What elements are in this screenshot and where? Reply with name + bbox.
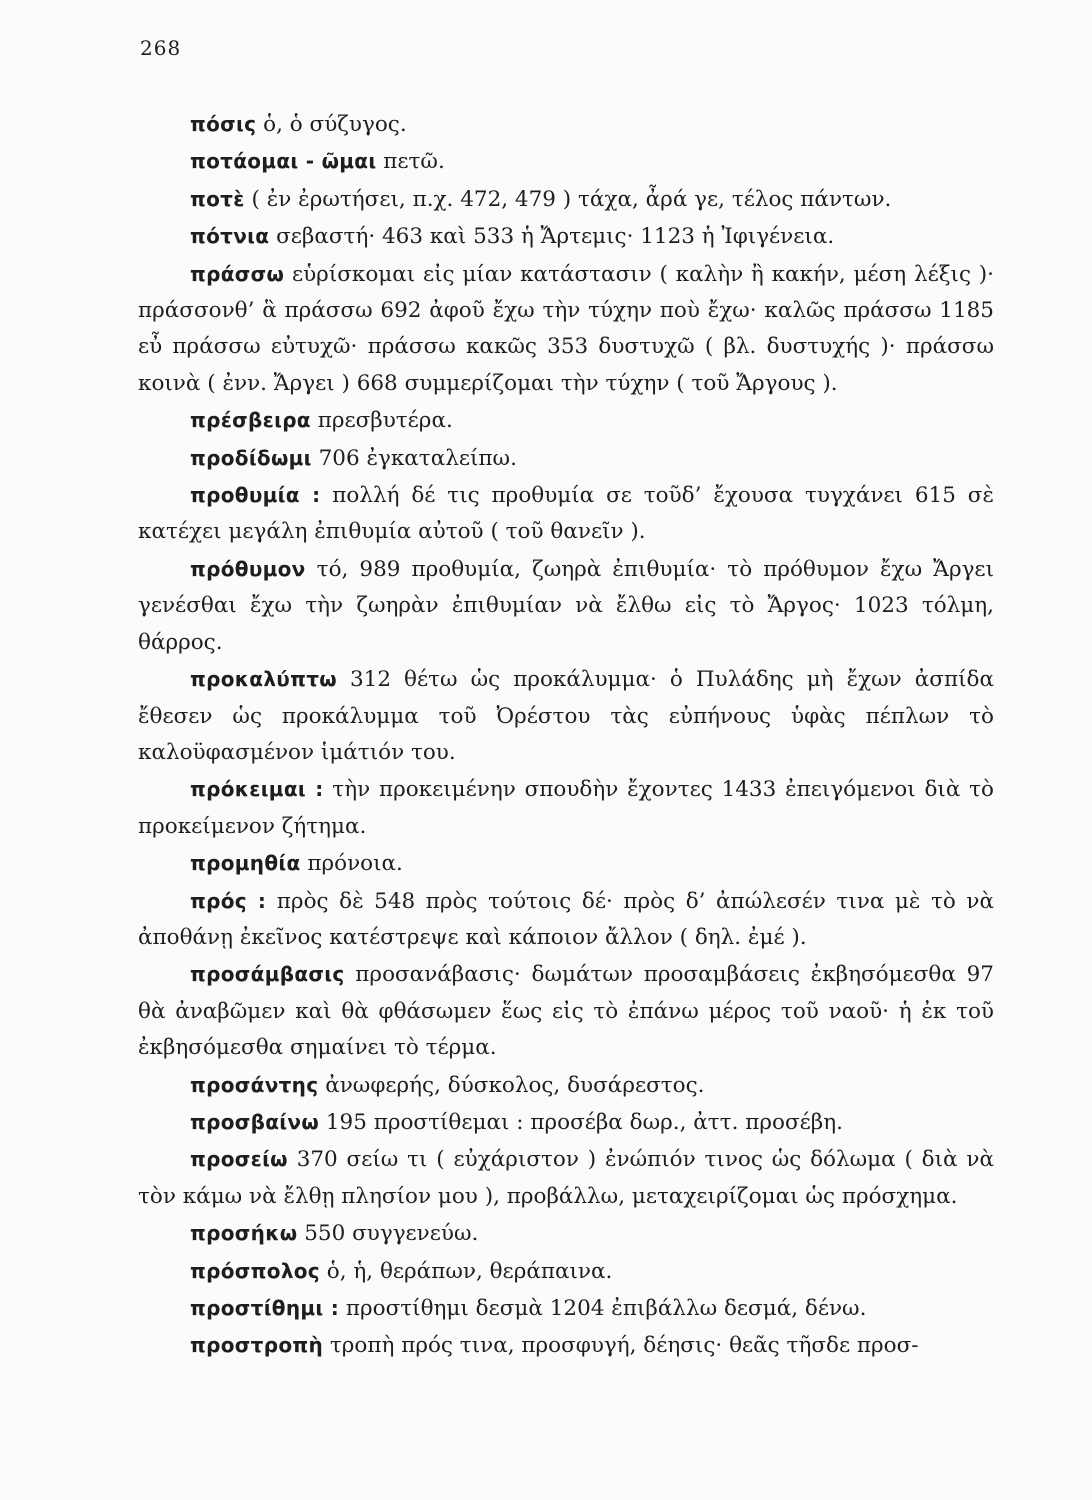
dictionary-entries [138, 106, 994, 1365]
entry [138, 218, 994, 255]
headword: προδίδωμι [190, 445, 312, 470]
headword: προστροπὴ [190, 1333, 324, 1358]
definition: τροπὴ πρός τινα, προσφυγή, δέησις· θεᾶς τῆσδε προσ- [323, 1333, 919, 1359]
entry [138, 402, 994, 439]
entry [138, 1290, 994, 1327]
definition: 312 θέτω ὡς προκάλυμμα· ὁ Πυλάδης μὴ ἔχων ἀσπίδα ἔθεσεν ὡς προκάλυμμα τοῦ Ὀρέστου τὰς εὐπήνους ὑφὰς πέπλων τὸ καλοϋφασμένον ἱμάτιόν του. [138, 667, 994, 765]
headword: προστίθημι : [190, 1296, 340, 1320]
entry [138, 883, 994, 957]
headword: προσήκω [190, 1221, 298, 1246]
headword: πρόσπολος [190, 1258, 320, 1283]
headword: προσάντης [190, 1072, 319, 1097]
entry [138, 440, 994, 477]
entry [138, 845, 994, 882]
headword: προμηθία [190, 851, 301, 876]
definition: 195 προστίθεμαι : προσέβα δωρ., ἀττ. προσέβη. [319, 1109, 843, 1135]
headword: πόσις [190, 112, 257, 136]
definition: ἀνωφερής, δύσκολος, δυσάρεστος. [318, 1072, 705, 1098]
entry [138, 1067, 994, 1104]
headword: προκαλύπτω [190, 667, 337, 692]
headword: πρόθυμον [190, 556, 306, 581]
definition: πετῶ. [376, 149, 445, 175]
headword: πρέσβειρα [190, 408, 311, 433]
definition: πρὸς δὲ 548 πρὸς τούτοις δέ· πρὸς δ’ ἀπώλεσέν τινα μὲ τὸ νὰ ἀποθάνῃ ἐκεῖνος κατέστρεψε καὶ κάποιον ἄλλον ( δηλ. ἐμέ ). [138, 888, 994, 950]
headword: προσείω [190, 1147, 288, 1172]
entry [138, 661, 994, 771]
headword: προθυμία : [190, 483, 321, 508]
definition: προσανάβασις· δωμάτων προσαμβάσεις ἐκβησόμεσθα 97 θὰ ἀναβῶμεν καὶ θὰ φθάσωμεν ἕως εἰς τὸ ἐπάνω μέρος τοῦ ναοῦ· ἡ ἐκ τοῦ ἐκβησόμεσθα σημαίνει τὸ τέρμα. [138, 962, 994, 1061]
entry [138, 143, 994, 180]
entry [138, 1141, 994, 1215]
entry [138, 1104, 994, 1141]
headword: προσάμβασις [190, 962, 345, 987]
entry [138, 1253, 994, 1290]
headword: πρόκειμαι : [190, 777, 324, 802]
definition: 370 σείω τι ( εὐχάριστον ) ἐνώπιόν τινος ὡς δόλωμα ( διὰ νὰ τὸν κάμω νὰ ἔλθῃ πλησίον μου ), προβάλλω, μεταχειρίζομαι ὡς πρόσχημα. [138, 1147, 994, 1209]
headword: ποτὲ [190, 186, 245, 211]
definition: σεβαστή· 463 καὶ 533 ἡ Ἄρτεμις· 1123 ἡ Ἰφιγένεια. [269, 224, 835, 250]
entry [138, 477, 994, 551]
definition: πολλή δέ τις προθυμία σε τοῦδ’ ἔχουσα τυγχάνει 615 σὲ κατέχει μεγάλη ἐπιθυμία αὐτοῦ ( τοῦ θανεῖν ). [138, 483, 994, 545]
definition: ( ἐν ἐρωτήσει, π.χ. 472, 479 ) τάχα, ἆρά γε, τέλος πάντων. [244, 186, 892, 212]
headword: πρός : [190, 888, 267, 913]
definition: 706 ἐγκαταλείπω. [311, 445, 517, 471]
entry [138, 181, 994, 218]
entry [138, 551, 994, 661]
definition: εὑρίσκομαι εἰς μίαν κατάστασιν ( καλὴν ἢ κακήν, μέση λέξις )· πράσσονθ’ ἃ πράσσω 692 ἀφοῦ ἔχω τὴν τύχην ποὺ ἔχω· καλῶς πράσσω 1185 εὖ πράσσω εὐτυχῶ· πράσσω κακῶς 353 δυστυχῶ ( βλ. δυστυχής )· πράσσω κοινὰ ( ἐνν. Ἄργει ) 668 συμμερίζομαι τὴν τύχην ( τοῦ Ἄργους ). [138, 261, 994, 396]
definition: προστίθημι δεσμὰ 1204 ἐπιβάλλω δεσμά, δένω. [339, 1296, 867, 1321]
entry [138, 771, 994, 845]
definition: ὁ, ὁ σύζυγος. [256, 112, 407, 137]
definition: πρόνοια. [300, 851, 403, 877]
definition: ὁ, ἡ, θεράπων, θεράπαινα. [319, 1258, 613, 1284]
entry [138, 956, 994, 1066]
headword: πότνια [190, 224, 270, 249]
page-number: 268 [140, 36, 182, 60]
definition: πρεσβυτέρα. [310, 408, 453, 434]
definition: τὴν προκειμένην σπουδὴν ἔχοντες 1433 ἐπειγόμενοι διὰ τὸ προκείμενον ζήτημα. [138, 777, 994, 839]
definition: 550 συγγενεύω. [297, 1221, 479, 1247]
headword: πράσσω [190, 261, 285, 286]
definition: τό, 989 προθυμία, ζωηρὰ ἐπιθυμία· τὸ πρόθυμον ἔχω Ἄργει γενέσθαι ἔχω τὴν ζωηρὰν ἐπιθυμίαν νὰ ἔλθω εἰς τὸ Ἄργος· 1023 τόλμη, θάρρος. [138, 556, 994, 655]
entry [138, 256, 994, 403]
entry [138, 1327, 994, 1364]
entry [138, 1215, 994, 1252]
entry [138, 106, 994, 143]
headword: προσβαίνω [190, 1109, 320, 1134]
headword: ποτάομαι - ῶμαι [190, 149, 377, 174]
